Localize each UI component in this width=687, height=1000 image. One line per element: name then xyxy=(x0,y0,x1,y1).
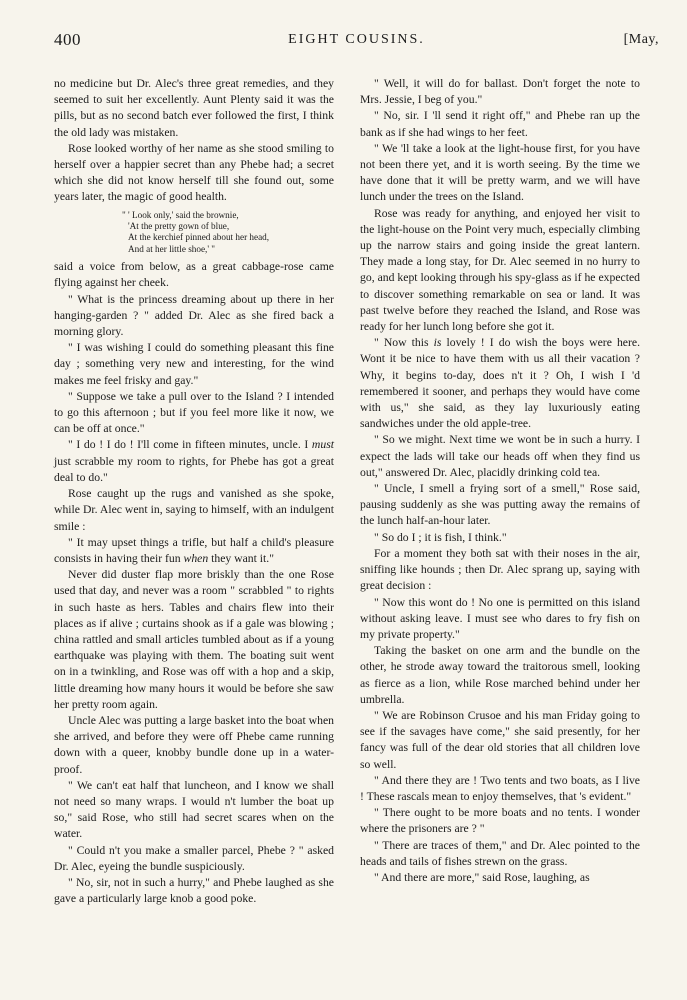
paragraph: " We can't eat half that luncheon, and I know we shall not need so many wraps. I would n't lumber the boat up so," said Rose, who still had secret scares when on the water. xyxy=(54,778,334,841)
paragraph xyxy=(360,335,640,432)
paragraph: " I was wishing I could do something pleasant this fine day ; something very new and interesting, for the wind makes me feel frisky and gay." xyxy=(54,341,334,387)
paragraph: Rose caught up the rugs and vanished as she spoke, while Dr. Alec went in, saying to himself, with an indulgent smile : xyxy=(54,487,334,533)
emphasis: when xyxy=(183,551,209,565)
paragraph: Uncle Alec was putting a large basket into the boat when she arrived, and before they were off Phebe came running down with a queer, knobby bundle done up in a water-proof. xyxy=(54,713,334,776)
running-header xyxy=(54,30,659,50)
paragraph: " Uncle, I smell a frying sort of a smell," Rose said, pausing suddenly as she was putting away the remains of the lunch half-an-hour later. xyxy=(360,482,640,528)
text-run: " I do ! I do ! I'll come in fifteen minutes, uncle. I xyxy=(68,438,312,452)
paragraph: " We are Robinson Crusoe and his man Friday going to see if the savages have come," she said presently, for her fancy was full of the dear old stories that all children love so well. xyxy=(360,708,640,771)
paragraph: " So we might. Next time we wont be in such a hurry. I expect the lads will take our heads off when they find us out," answered Dr. Alec, placidly drinking cold tea. xyxy=(360,433,640,479)
paragraph: " Now this wont do ! No one is permitted on this island without asking leave. I must see who dares to fry fish on my private property." xyxy=(360,595,640,641)
poem-quote xyxy=(122,210,334,256)
poem-line: At the kerchief pinned about her head, xyxy=(128,232,270,243)
paragraph: " And there are more," said Rose, laughing, as xyxy=(374,870,590,884)
text-run: " Now this xyxy=(374,336,434,350)
paragraph xyxy=(54,535,334,567)
paragraph: " So do I ; it is fish, I think." xyxy=(374,530,507,544)
paragraph: Taking the basket on one arm and the bundle on the other, he strode away toward the traitorous smell, looking as fierce as a lion, while Rose marched behind under her umbrella. xyxy=(360,644,640,706)
running-title: EIGHT COUSINS. xyxy=(288,32,425,47)
paragraph: For a moment they both sat with their noses in the air, sniffing like hounds ; then Dr. Alec sprang up, saying with great decision : xyxy=(360,546,640,593)
text-run: just scrabble my room to rights, for Phebe has got a great deal to do." xyxy=(54,454,334,484)
paragraph: " No, sir. I 'll send it right off," and Phebe ran up the bank as if she had wings to her feet. xyxy=(360,109,640,139)
paragraph xyxy=(54,437,334,486)
page-number: 400 xyxy=(54,30,81,49)
right-column xyxy=(360,76,640,886)
paragraph: Rose was ready for anything, and enjoyed her visit to the light-house on the Point very much, especially climbing up the narrow stairs and going inside the great lantern. They made a long stay, for Dr. Alec seemed in no hurry to go, and kept looking through his spy-glass as if he expected to discover something remarkable on sea or land. It was past twelve before they reached the Island, and Rose was ready for her lunch long before she got it. xyxy=(360,206,640,334)
poem-line: And at her little shoe,' " xyxy=(128,243,216,254)
text-run: lovely ! I do wish the boys were here. Wont it be nice to have them with us all their vacation ? Why, it begins to-day, does n't it ? Oh, I wish I 'd remembered it sooner, and perhaps they would have come with us," she said, as they lay luxuriously eating sandwiches under the old apple-tree. xyxy=(360,336,640,431)
paragraph: " There ought to be more boats and no tents. I wonder where the prisoners are ? " xyxy=(360,806,640,836)
paragraph: " There are traces of them," and Dr. Alec pointed to the heads and tails of fishes strewn on the grass. xyxy=(360,838,640,868)
running-month: [May, xyxy=(623,32,659,47)
paragraph: said a voice from below, as a great cabbage-rose came flying against her cheek. xyxy=(54,260,334,290)
poem-line: " ' Look only,' said the brownie, xyxy=(122,209,239,220)
paragraph: " Suppose we take a pull over to the Island ? I intended to go this afternoon ; but if you feel more like it now, we can be off at once." xyxy=(54,389,334,436)
emphasis: must xyxy=(311,438,334,452)
paragraph: no medicine but Dr. Alec's three great remedies, and they seemed to suit her excellently. Aunt Plenty said it was the pills, but as no second batch ever followed the first, I think the old lady was mistaken. xyxy=(54,77,334,139)
left-column xyxy=(54,76,334,907)
paragraph: " And there they are ! Two tents and two boats, as I live ! These rascals mean to enjoy themselves, that 's evident." xyxy=(360,773,640,803)
paragraph: " Could n't you make a smaller parcel, Phebe ? " asked Dr. Alec, eyeing the bundle suspiciously. xyxy=(54,843,334,873)
paragraph: Rose looked worthy of her name as she stood smiling to herself over a happier secret than any Phebe had; a secret which she did not know herself till she found out, some years later, the magic of good health. xyxy=(54,141,334,204)
paragraph: Never did duster flap more briskly than the one Rose used that day, and never was a room " scrabbled " to rights in such haste as hers. Tables and chairs flew into their places as if alive ; curtains shook as if a gale was blowing ; china rattled and small articles tumbled about as if a young earthquake was playing with them. The boating suit went on in a twinkling, and Rose was off with a hop and a skip, little dreaming how many hours it would be before she saw her pretty room again. xyxy=(54,568,334,711)
text-run: " It may upset things a trifle, but half a child's pleasure consists in having their fun xyxy=(54,535,334,565)
text-run: they want it." xyxy=(208,551,274,565)
paragraph: " No, sir, not in such a hurry," and Phebe laughed as she gave a particularly large knob a good poke. xyxy=(54,875,334,906)
paragraph: " We 'll take a look at the light-house first, for you have not been there yet, and it is worth seeing. By the time we have done that it will be pretty warm, and we will have lunch under the trees on the Island. xyxy=(360,141,640,204)
poem-line: 'At the pretty gown of blue, xyxy=(128,221,230,232)
emphasis: is xyxy=(433,336,442,350)
paragraph: " Well, it will do for ballast. Don't forget the note to Mrs. Jessie, I beg of you." xyxy=(360,77,640,107)
paragraph: " What is the princess dreaming about up there in her hanging-garden ? " added Dr. Alec as she fired back a morning glory. xyxy=(54,292,334,339)
